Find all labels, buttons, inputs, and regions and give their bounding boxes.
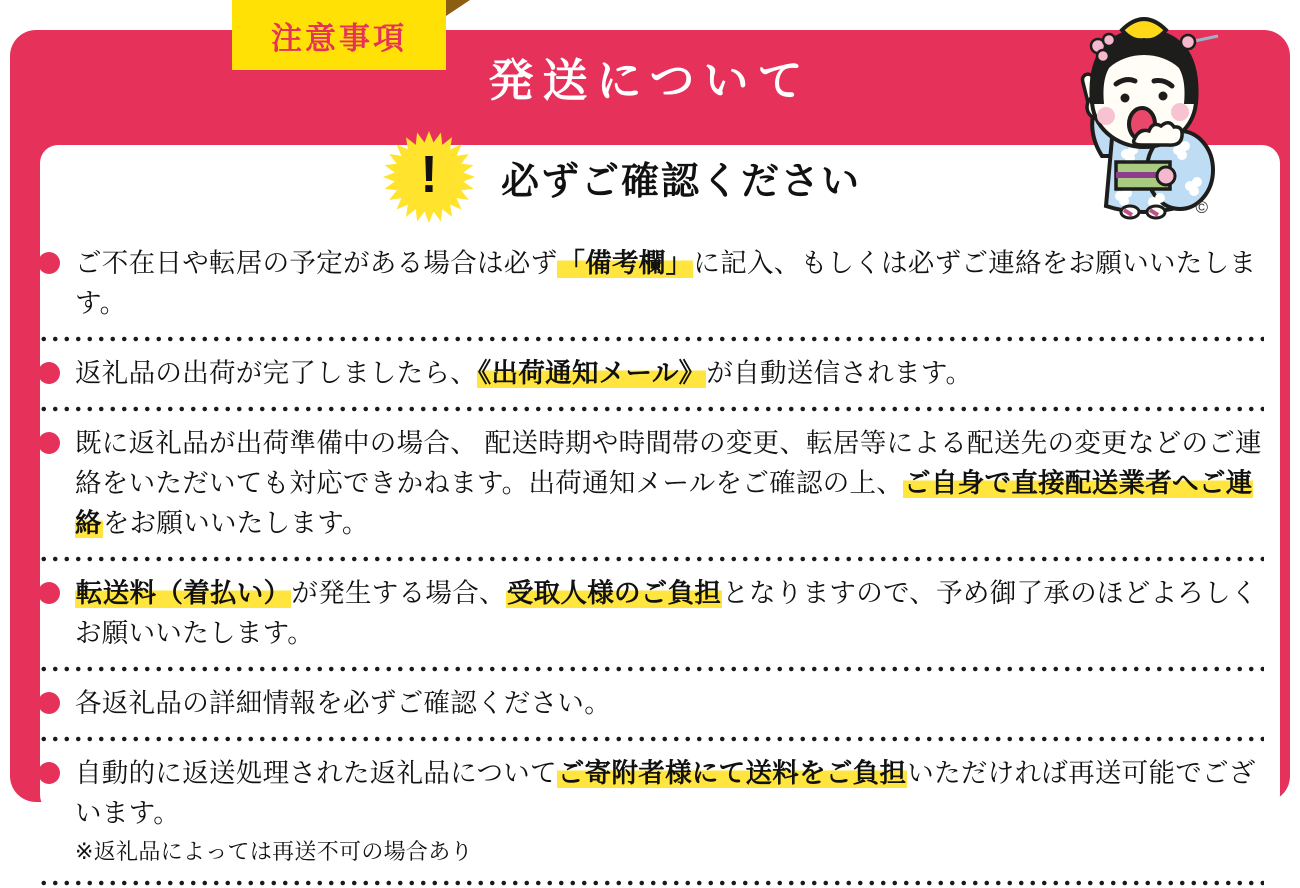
highlighted-phrase: ご自身で直接配送業者へご連絡 [75, 468, 1253, 538]
highlighted-phrase: 転送料（着払い） [76, 578, 291, 608]
note-text: 各返礼品の詳細情報を必ずご確認ください。 [75, 688, 611, 718]
warning-burst-icon [383, 131, 475, 223]
exclamation-icon: ! [420, 146, 438, 204]
confirm-headline-text: 必ずご確認ください [501, 160, 862, 203]
copyright-mark: © [1195, 198, 1208, 217]
highlighted-phrase: 《出荷通知メール》 [478, 358, 706, 388]
dotted-divider [38, 666, 1264, 672]
highlighted-phrase: ご寄附者様にて送料をご負担 [557, 758, 907, 788]
bullet-dot-icon [38, 362, 60, 384]
note-text: 自動的に返送処理された返礼品についてご寄附者様にて送料をご負担いただければ再送可能でございます。 ※返礼品によっては再送不可の場合あり [75, 753, 1264, 867]
dotted-divider [38, 556, 1264, 562]
note-text: ご不在日や転居の予定がある場合は必ず「備考欄」に記入、もしくは必ずご連絡をお願いいたします。 [75, 248, 1257, 318]
mascot-character [1052, 4, 1236, 226]
note-subnote: ※返礼品によっては再送不可の場合あり [75, 839, 473, 864]
highlighted-phrase: 受取人様のご負担 [506, 578, 722, 608]
note-text: 返礼品の出荷が完了しましたら、《出荷通知メール》が自動送信されます。 [75, 358, 973, 388]
bullet-dot-icon [38, 252, 60, 274]
dotted-divider [38, 336, 1264, 342]
highlighted-phrase: 「備考欄」 [558, 248, 693, 278]
bullet-dot-icon [38, 582, 60, 604]
dotted-divider [38, 736, 1264, 742]
bullet-dot-icon [38, 432, 60, 454]
note-item-2 [38, 344, 1264, 404]
dotted-divider [38, 880, 1264, 886]
confirm-headline [383, 131, 861, 223]
note-item-3 [38, 414, 1264, 554]
page-title: 発送について [488, 55, 812, 106]
notes-list [38, 234, 1264, 888]
badge-fold-decoration [446, 0, 470, 16]
bullet-dot-icon [38, 762, 60, 784]
note-item-4 [38, 564, 1264, 664]
bullet-dot-icon [38, 692, 60, 714]
dotted-divider [38, 406, 1264, 412]
note-item-6 [38, 744, 1264, 878]
note-item-1 [38, 234, 1264, 334]
note-text: 既に返礼品が出荷準備中の場合、 配送時期や時間帯の変更、転居等による配送先の変更などのご連絡をいただいても対応できかねます。出荷通知メールをご確認の上、ご自身で直接配送業者へご連絡をお願いいたします。 [75, 428, 1262, 538]
note-item-5 [38, 674, 1264, 734]
note-text: 転送料（着払い）が発生する場合、受取人様のご負担となりますので、予め御了承のほどよろしくお願いいたします。 [75, 578, 1258, 648]
caution-badge: 注意事項 [232, 0, 446, 70]
